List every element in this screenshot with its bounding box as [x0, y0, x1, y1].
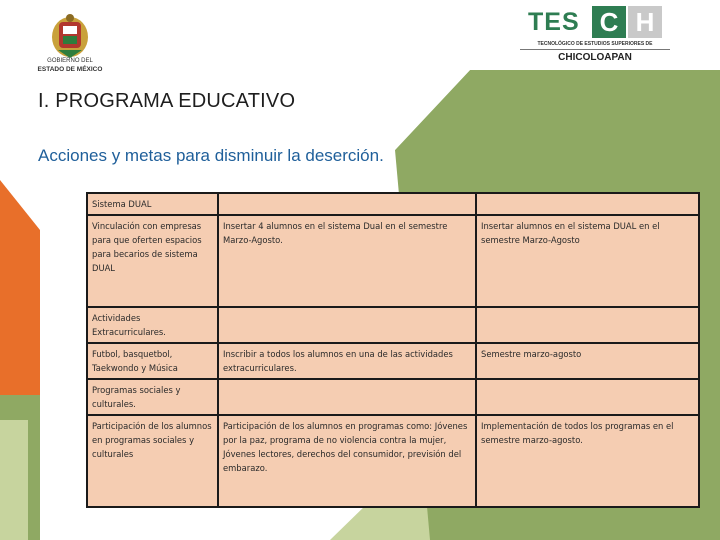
logo-campus: CHICOLOAPAN: [558, 52, 632, 63]
table-cell-empty: [218, 379, 476, 415]
table-cell-activity: Futbol, basquetbol, Taekwondo y Música: [87, 343, 218, 379]
table-row: [87, 415, 699, 507]
background-light-green-block: [0, 420, 28, 540]
logo-tes-text: TES: [528, 8, 580, 36]
logo-c-letter: C: [599, 7, 619, 37]
table-row: [87, 343, 699, 379]
table-cell-goal: Insertar alumnos en el sistema DUAL en el semestre Marzo-Agosto: [476, 215, 699, 307]
tesch-logo: [518, 2, 672, 68]
actions-goals-table: [86, 192, 700, 508]
table-cell-goal: Semestre marzo-agosto: [476, 343, 699, 379]
logo-divider: [520, 49, 670, 50]
section-label: Programas sociales y culturales.: [87, 379, 218, 415]
table-section-row: [87, 379, 699, 415]
table-cell-empty: [476, 193, 699, 215]
background-orange-block: [0, 180, 40, 400]
logo-left-line1: GOBIERNO DEL: [47, 58, 93, 64]
table-cell-empty: [476, 307, 699, 343]
table-cell-activity: Participación de los alumnos en programas sociales y culturales: [87, 415, 218, 507]
gobierno-estado-mexico-logo: [28, 12, 112, 76]
coat-of-arms-icon: [28, 12, 112, 60]
section-label: Actividades Extracurriculares.: [87, 307, 218, 343]
logo-left-line2: ESTADO DE MÉXICO: [37, 66, 103, 73]
table-cell-action: Participación de los alumnos en programas como: Jóvenes por la paz, programa de no violencia contra la mujer, Jóvenes lectores, derechos del consumidor, previsión del embarazo.: [218, 415, 476, 507]
table-cell-activity: Vinculación con empresas para que oferten espacios para becarios de sistema DUAL: [87, 215, 218, 307]
page-title: I. PROGRAMA EDUCATIVO: [38, 90, 296, 112]
page-subtitle: Acciones y metas para disminuir la deserción.: [38, 146, 384, 165]
table-cell-empty: [218, 307, 476, 343]
table-cell-goal: Implementación de todos los programas en el semestre marzo-agosto.: [476, 415, 699, 507]
table-cell-empty: [218, 193, 476, 215]
table-cell-action: Inscribir a todos los alumnos en una de las actividades extracurriculares.: [218, 343, 476, 379]
table-row: [87, 215, 699, 307]
logo-subtitle: TECNOLÓGICO DE ESTUDIOS SUPERIORES DE: [537, 41, 653, 47]
table-section-row: [87, 193, 699, 215]
section-label: Sistema DUAL: [87, 193, 218, 215]
table-section-row: [87, 307, 699, 343]
table-cell-action: Insertar 4 alumnos en el sistema Dual en el semestre Marzo-Agosto.: [218, 215, 476, 307]
logo-h-letter: H: [635, 7, 655, 37]
table-cell-empty: [476, 379, 699, 415]
